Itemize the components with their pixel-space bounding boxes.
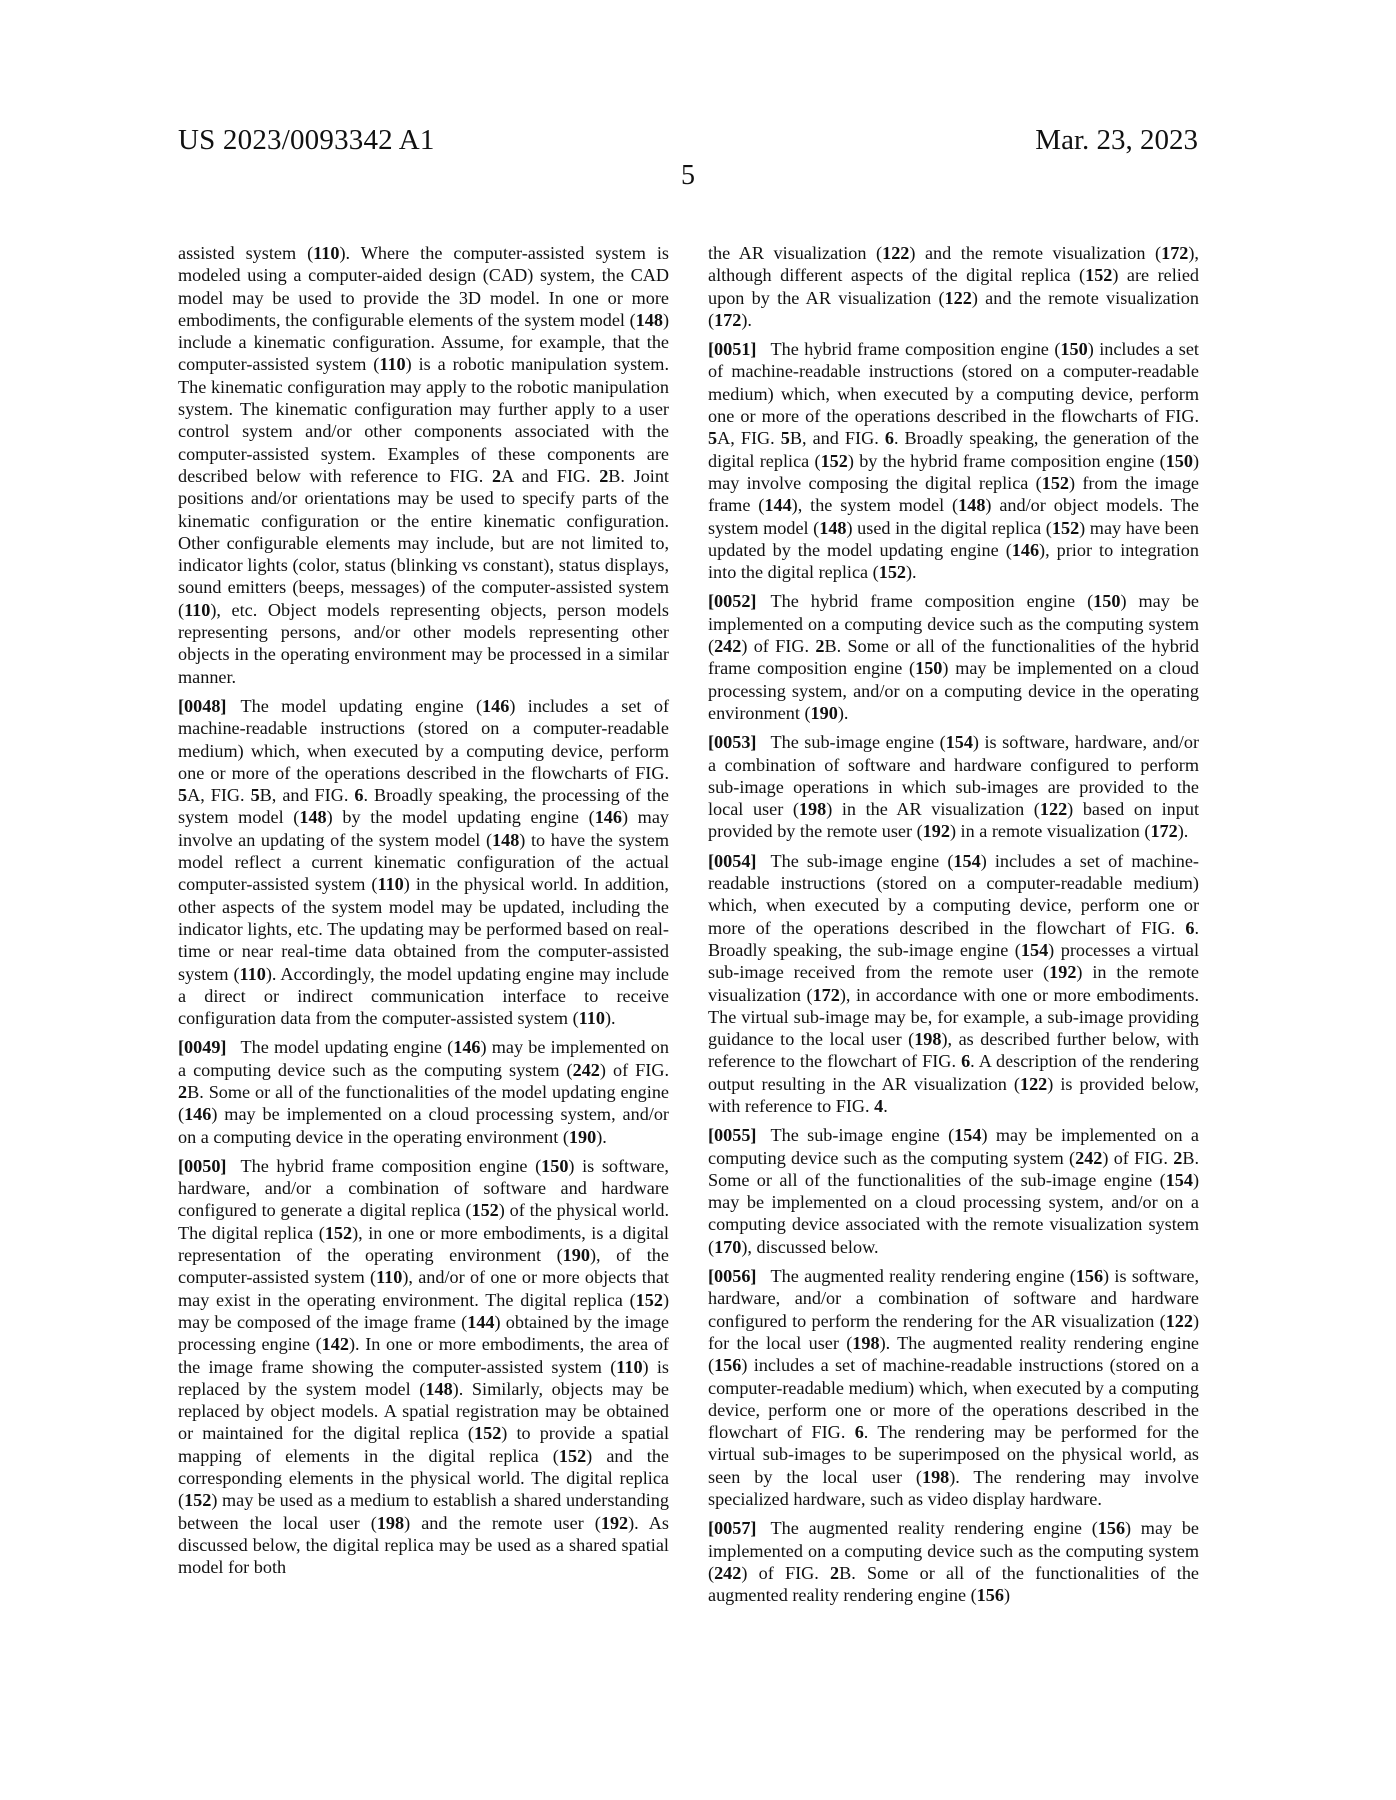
paragraph-text: The hybrid frame composition engine (150) may be implemented on a computing device such as the computing system (242) of FIG. 2B. Some or all of the functionalities of the hybrid frame composition engine (150) may be implemented on a cloud processing system, and/or on a computing device in the operating environment (190). [708, 591, 1200, 723]
paragraph-text: The sub-image engine (154) includes a set of machine-readable instructions (stored on a computer-readable medium) which, when executed by a computing device, perform one or more of the operations described in the flowchart of FIG. 6. Broadly speaking, the sub-image engine (154) processes a virtual sub-image received from the remote user (192) in the remote visualization (172), in accordance with one or more embodiments. The virtual sub-image may be, for example, a sub-image providing guidance to the local user (198), as described further below, with reference to the flowchart of FIG. 6. A description of the rendering output resulting in the AR visualization (122) is provided below, with reference to FIG. 4. [708, 850, 1200, 1116]
paragraph-number: [0055] [708, 1125, 757, 1146]
page-header [178, 104, 1198, 191]
paragraph-0057 [708, 1517, 1199, 1606]
publication-number: US 2023/0093342 A1 [178, 124, 435, 156]
right-column [708, 242, 1199, 1614]
paragraph-text: The model updating engine (146) may be implemented on a computing device such as the computing system (242) of FIG. 2B. Some or all of the functionalities of the model updating engine (146) may be implemented on a cloud processing system, and/or on a computing device in the operating environment (190). [178, 1037, 670, 1147]
paragraph-0054 [708, 850, 1199, 1118]
paragraph-text: The hybrid frame composition engine (150) includes a set of machine-readable instructions (stored on a computer-readable medium) which, when executed by a computing device, perform one or more of the operations described in the flowcharts of FIG. 5A, FIG. 5B, and FIG. 6. Broadly speaking, the generation of the digital replica (152) by the hybrid frame composition engine (150) may involve composing the digital replica (152) from the image frame (144), the system model (148) and/or object models. The system model (148) used in the digital replica (152) may have been updated by the model updating engine (146), prior to integration into the digital replica (152). [708, 339, 1199, 583]
paragraph-0049 [178, 1036, 669, 1147]
paragraph-text: The sub-image engine (154) is software, hardware, and/or a combination of software and hardware configured to perform sub-image operations in which sub-images are provided to the local user (198) in the AR visualization (122) based on input provided by the remote user (192) in a remote visualization (172). [708, 732, 1200, 842]
paragraph-0053 [708, 731, 1199, 842]
paragraph-number: [0053] [708, 732, 757, 753]
paragraph-text: The augmented reality rendering engine (156) is software, hardware, and/or a combination of software and hardware configured to perform the rendering for the AR visualization (122) for the local user (198). The augmented reality rendering engine (156) includes a set of machine-readable instructions (stored on a computer-readable medium) which, when executed by a computing device, perform one or more of the operations described in the flowchart of FIG. 6. The rendering may be performed for the virtual sub-images to be superimposed on the physical world, as seen by the local user (198). The rendering may involve specialized hardware, such as video display hardware. [708, 1266, 1200, 1510]
paragraph-number: [0049] [178, 1037, 227, 1058]
left-column [178, 242, 669, 1586]
paragraph-0051 [708, 338, 1199, 583]
paragraph-text: The hybrid frame composition engine (150) is software, hardware, and/or a combination of software and hardware configured to generate a digital replica (152) of the physical world. The digital replica (152), in one or more embodiments, is a digital representation of the operating environment (190), of the computer-assisted system (110), and/or of one or more objects that may exist in the operating environment. The digital replica (152) may be composed of the image frame (144) obtained by the image processing engine (142). In one or more embodiments, the area of the image frame showing the computer-assisted system (110) is replaced by the system model (148). Similarly, objects may be replaced by object models. A spatial registration may be obtained or maintained for the digital replica (152) to provide a spatial mapping of elements in the digital replica (152) and the corresponding elements in the physical world. The digital replica (152) may be used as a medium to establish a shared understanding between the local user (198) and the remote user (192). As discussed below, the digital replica may be used as a shared spatial model for both [178, 1155, 670, 1578]
paragraph-0055 [708, 1124, 1199, 1258]
paragraph-0052 [708, 590, 1199, 724]
right-continuation-body: the AR visualization (122) and the remote visualization (172), although different aspects of the digital replica (152) are relied upon by the AR visualization (122) and the remote visualization (172). [708, 243, 1199, 330]
paragraph-number: [0054] [708, 850, 757, 871]
paragraph-number: [0057] [708, 1518, 757, 1539]
page-number: 5 [681, 160, 695, 191]
left-continuation-text [178, 242, 669, 688]
left-continuation-body: assisted system (110). Where the computer-assisted system is modeled using a computer-aided design (CAD) system, the CAD model may be used to provide the 3D model. In one or more embodiments, the configurable elements of the system model (148) include a kinematic configuration. Assume, for example, that the computer-assisted system (110) is a robotic manipulation system. The kinematic configuration may apply to the robotic manipulation system. The kinematic configuration may further apply to a user control system and/or other components associated with the computer-assisted system. Examples of these components are described below with reference to FIG. 2A and FIG. 2B. Joint positions and/or orientations may be used to specify parts of the kinematic configuration or the entire kinematic configuration. Other configurable elements may include, but are not limited to, indicator lights (color, status (blinking vs constant), status displays, sound emitters (beeps, messages) of the computer-assisted system (110), etc. Object models representing objects, person models representing persons, and/or other models representing other objects in the operating environment may be processed in a similar manner. [178, 243, 669, 687]
right-continuation-text [708, 242, 1199, 331]
paragraph-0056 [708, 1265, 1199, 1510]
paragraph-number: [0052] [708, 591, 757, 612]
paragraph-text: The model updating engine (146) includes a set of machine-readable instructions (stored on a computer-readable medium) which, when executed by a computing device, perform one or more of the operations described in the flowcharts of FIG. 5A, FIG. 5B, and FIG. 6. Broadly speaking, the processing of the system model (148) by the model updating engine (146) may involve an updating of the system model (148) to have the system model reflect a current kinematic configuration of the actual computer-assisted system (110) in the physical world. In addition, other aspects of the system model may be updated, including the indicator lights, etc. The updating may be performed based on real-time or near real-time data obtained from the computer-assisted system (110). Accordingly, the model updating engine may include a direct or indirect communication interface to receive configuration data from the computer-assisted system (110). [178, 695, 670, 1029]
publication-date: Mar. 23, 2023 [1035, 124, 1198, 156]
paragraph-number: [0050] [178, 1155, 227, 1176]
paragraph-text: The sub-image engine (154) may be implemented on a computing device such as the computing system (242) of FIG. 2B. Some or all of the functionalities of the sub-image engine (154) may be implemented on a cloud processing system, and/or on a computing device associated with the remote visualization system (170), discussed below. [708, 1125, 1199, 1257]
paragraph-0048 [178, 695, 669, 1029]
paragraph-number: [0056] [708, 1266, 757, 1287]
paragraph-number: [0051] [708, 339, 757, 360]
paragraph-number: [0048] [178, 695, 227, 716]
paragraph-text: The augmented reality rendering engine (156) may be implemented on a computing device such as the computing system (242) of FIG. 2B. Some or all of the functionalities of the augmented reality rendering engine (156) [708, 1518, 1199, 1606]
paragraph-0050 [178, 1155, 669, 1579]
